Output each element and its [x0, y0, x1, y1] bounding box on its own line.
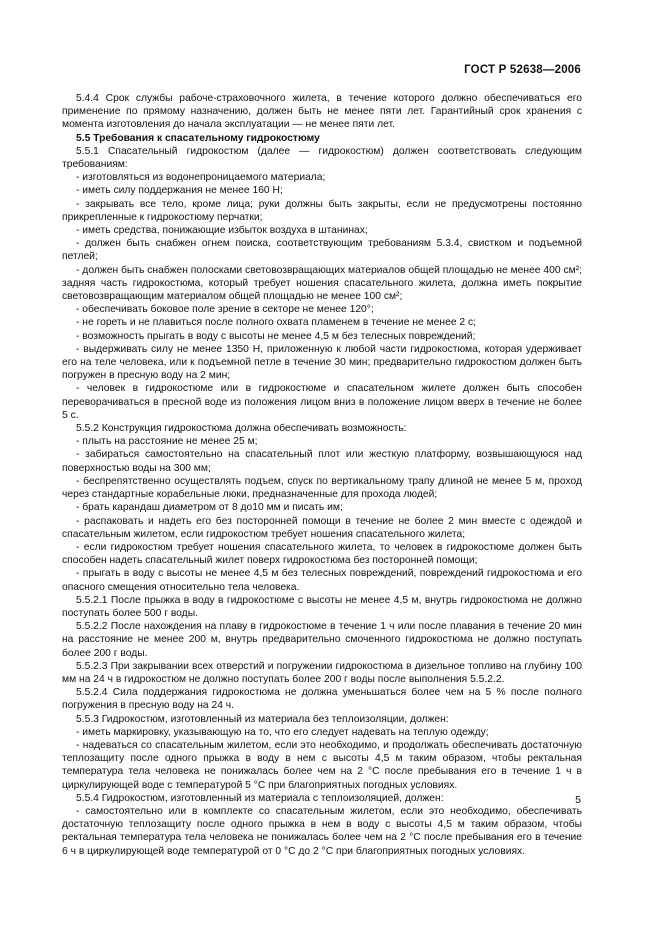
- paragraph: 5.5.2.1 После прыжка в воду в гидрокостюме с высоты не менее 4,5 м, внутрь гидрокостюма не должно поступать более 500 г воды.: [62, 594, 582, 619]
- paragraph: - выдерживать силу не менее 1350 Н, приложенную к любой части гидрокостюма, которая удерживает его на теле человека, или к подъемной петле в течение 30 мин; предварительно гидрокостюм должен быть погружен в пресную воду на 2 мин;: [62, 343, 582, 382]
- paragraph: - иметь маркировку, указывающую на то, что его следует надевать на теплую одежду;: [76, 726, 489, 738]
- standard-designation: ГОСТ Р 52638—2006: [464, 64, 581, 76]
- paragraph: 5.5.4 Гидрокостюм, изготовленный из материала с теплоизоляцией, должен:: [76, 792, 444, 804]
- document-body: [62, 92, 582, 858]
- paragraph: - самостоятельно или в комплекте со спасательным жилетом, если это необходимо, обеспечивать достаточную теплозащиту после одного прыжка в нем в воду с высоты 4,5 м таким образом, чтобы ректальная температура тела человека не понижалась более чем на 2 °С после пребывания его в течение 6 ч в циркулирующей воде температурой от 0 °С до 2 °С при благоприятных погодных условиях.: [62, 805, 582, 857]
- paragraph: - иметь силу поддержания не менее 160 Н;: [76, 185, 283, 197]
- paragraph: - прыгать в воду с высоты не менее 4,5 м без телесных повреждений, повреждений гидрокостюма и его опасного смещения относительно тела человека.: [62, 568, 582, 593]
- paragraph: - обеспечивать боковое поле зрение в секторе не менее 120°;: [76, 304, 374, 316]
- paragraph: - человек в гидрокостюме или в гидрокостюме и спасательном жилете должен быть способен переворачиваться в пресной воде из положения лицом вниз в положение лицом вверх в течение не более 5 с.: [62, 383, 582, 421]
- paragraph: 5.5.2.3 При закрывании всех отверстий и погружении гидрокостюма в дизельное топливо на глубину 100 мм на 24 ч в гидрокостюм не должно поступать более 200 г воды после выполнения 5.5.2.2.: [62, 660, 582, 685]
- paragraph: - изготовляться из водонепроницаемого материала;: [76, 172, 326, 184]
- paragraph: - надеваться со спасательным жилетом, если это необходимо, и продолжать обеспечивать достаточную теплозащиту после одного прыжка в воду в нем с высоты 4,5 м таким образом, чтобы ректальная температура тела человека не понижалась более чем на 2 °С после пребывания его в течение 1 ч в циркулирующей воде с температурой 5 °С при благоприятных погодных условиях.: [62, 739, 582, 791]
- paragraph: - если гидрокостюм требует ношения спасательного жилета, то человек в гидрокостюме должен быть способен надеть спасательный жилет поверх гидрокостюма без посторонней помощи;: [62, 541, 582, 567]
- paragraph: - иметь средства, понижающие избыток воздуха в штанинах;: [76, 225, 368, 237]
- page-number: 5: [575, 794, 581, 806]
- paragraph: - забираться самостоятельно на спасательный плот или жесткую платформу, возвышающуюся над поверхностью воды на 300 мм;: [62, 449, 582, 474]
- paragraph: - брать карандаш диаметром от 8 до10 мм и писать им;: [76, 502, 343, 514]
- paragraph: 5.5.3 Гидрокостюм, изготовленный из материала без теплоизоляции, должен:: [76, 713, 449, 725]
- paragraph: - не гореть и не плавиться после полного охвата пламенем в течение не менее 2 с;: [76, 317, 476, 329]
- paragraph: 5.4.4 Срок службы рабоче-страховочного жилета, в течение которого должно обеспечиваться его применение по прямому назначению, должен быть не менее пяти лет. Гарантийный срок хранения с момента изготовления до начала эксплуатации — не менее пяти лет.: [62, 93, 582, 131]
- paragraph: 5.5.1 Спасательный гидрокостюм (далее — гидрокостюм) должен соответствовать следующим требованиям:: [62, 145, 582, 171]
- paragraph: 5.5.2.4 Сила поддержания гидрокостюма не должна уменьшаться более чем на 5 % после полного погружения в пресную воду на 24 ч.: [62, 687, 582, 712]
- paragraph: 5.5.2.2 После нахождения на плаву в гидрокостюме в течение 1 ч или после плавания в течение 20 мин на расстояние не менее 200 м, внутрь предварительно смоченного гидрокостюма не должно поступать более 200 г воды.: [62, 621, 582, 659]
- paragraph: - закрывать все тело, кроме лица; руки должны быть закрыты, если не предусмотрены постоянно прикрепленные к гидрокостюму перчатки;: [62, 198, 582, 223]
- paragraph: - плыть на расстояние не менее 25 м;: [76, 436, 258, 448]
- paragraph: - должен быть снабжен огнем поиска, соответствующим требованиям 5.3.4, свистком и подъемной петлей;: [62, 238, 582, 263]
- paragraph: - должен быть снабжен полосками световозвращающих материалов общей площадью не менее 400 см²; задняя часть гидрокостюма, который требует ношения спасательного жилета, должна иметь покрытие световозвращающим материалом общей площадью не менее 100 см²;: [62, 264, 582, 303]
- paragraph: 5.5.2 Конструкция гидрокостюма должна обеспечивать возможность:: [76, 423, 407, 435]
- paragraph: - распаковать и надеть его без посторонней помощи в течение не более 2 мин вместе с одеждой и спасательным жилетом, если гидрокостюм требует ношения спасательного жилета;: [62, 515, 582, 540]
- paragraph: - беспрепятственно осуществлять подъем, спуск по вертикальному трапу длиной не менее 5 м, проход через стандартные корабельные люки, предназначенные для прохода людей;: [62, 475, 582, 501]
- paragraph: - возможность прыгать в воду с высоты не менее 4,5 м без телесных повреждений;: [76, 330, 476, 342]
- section-heading: 5.5 Требования к спасательному гидрокостюму: [76, 132, 320, 144]
